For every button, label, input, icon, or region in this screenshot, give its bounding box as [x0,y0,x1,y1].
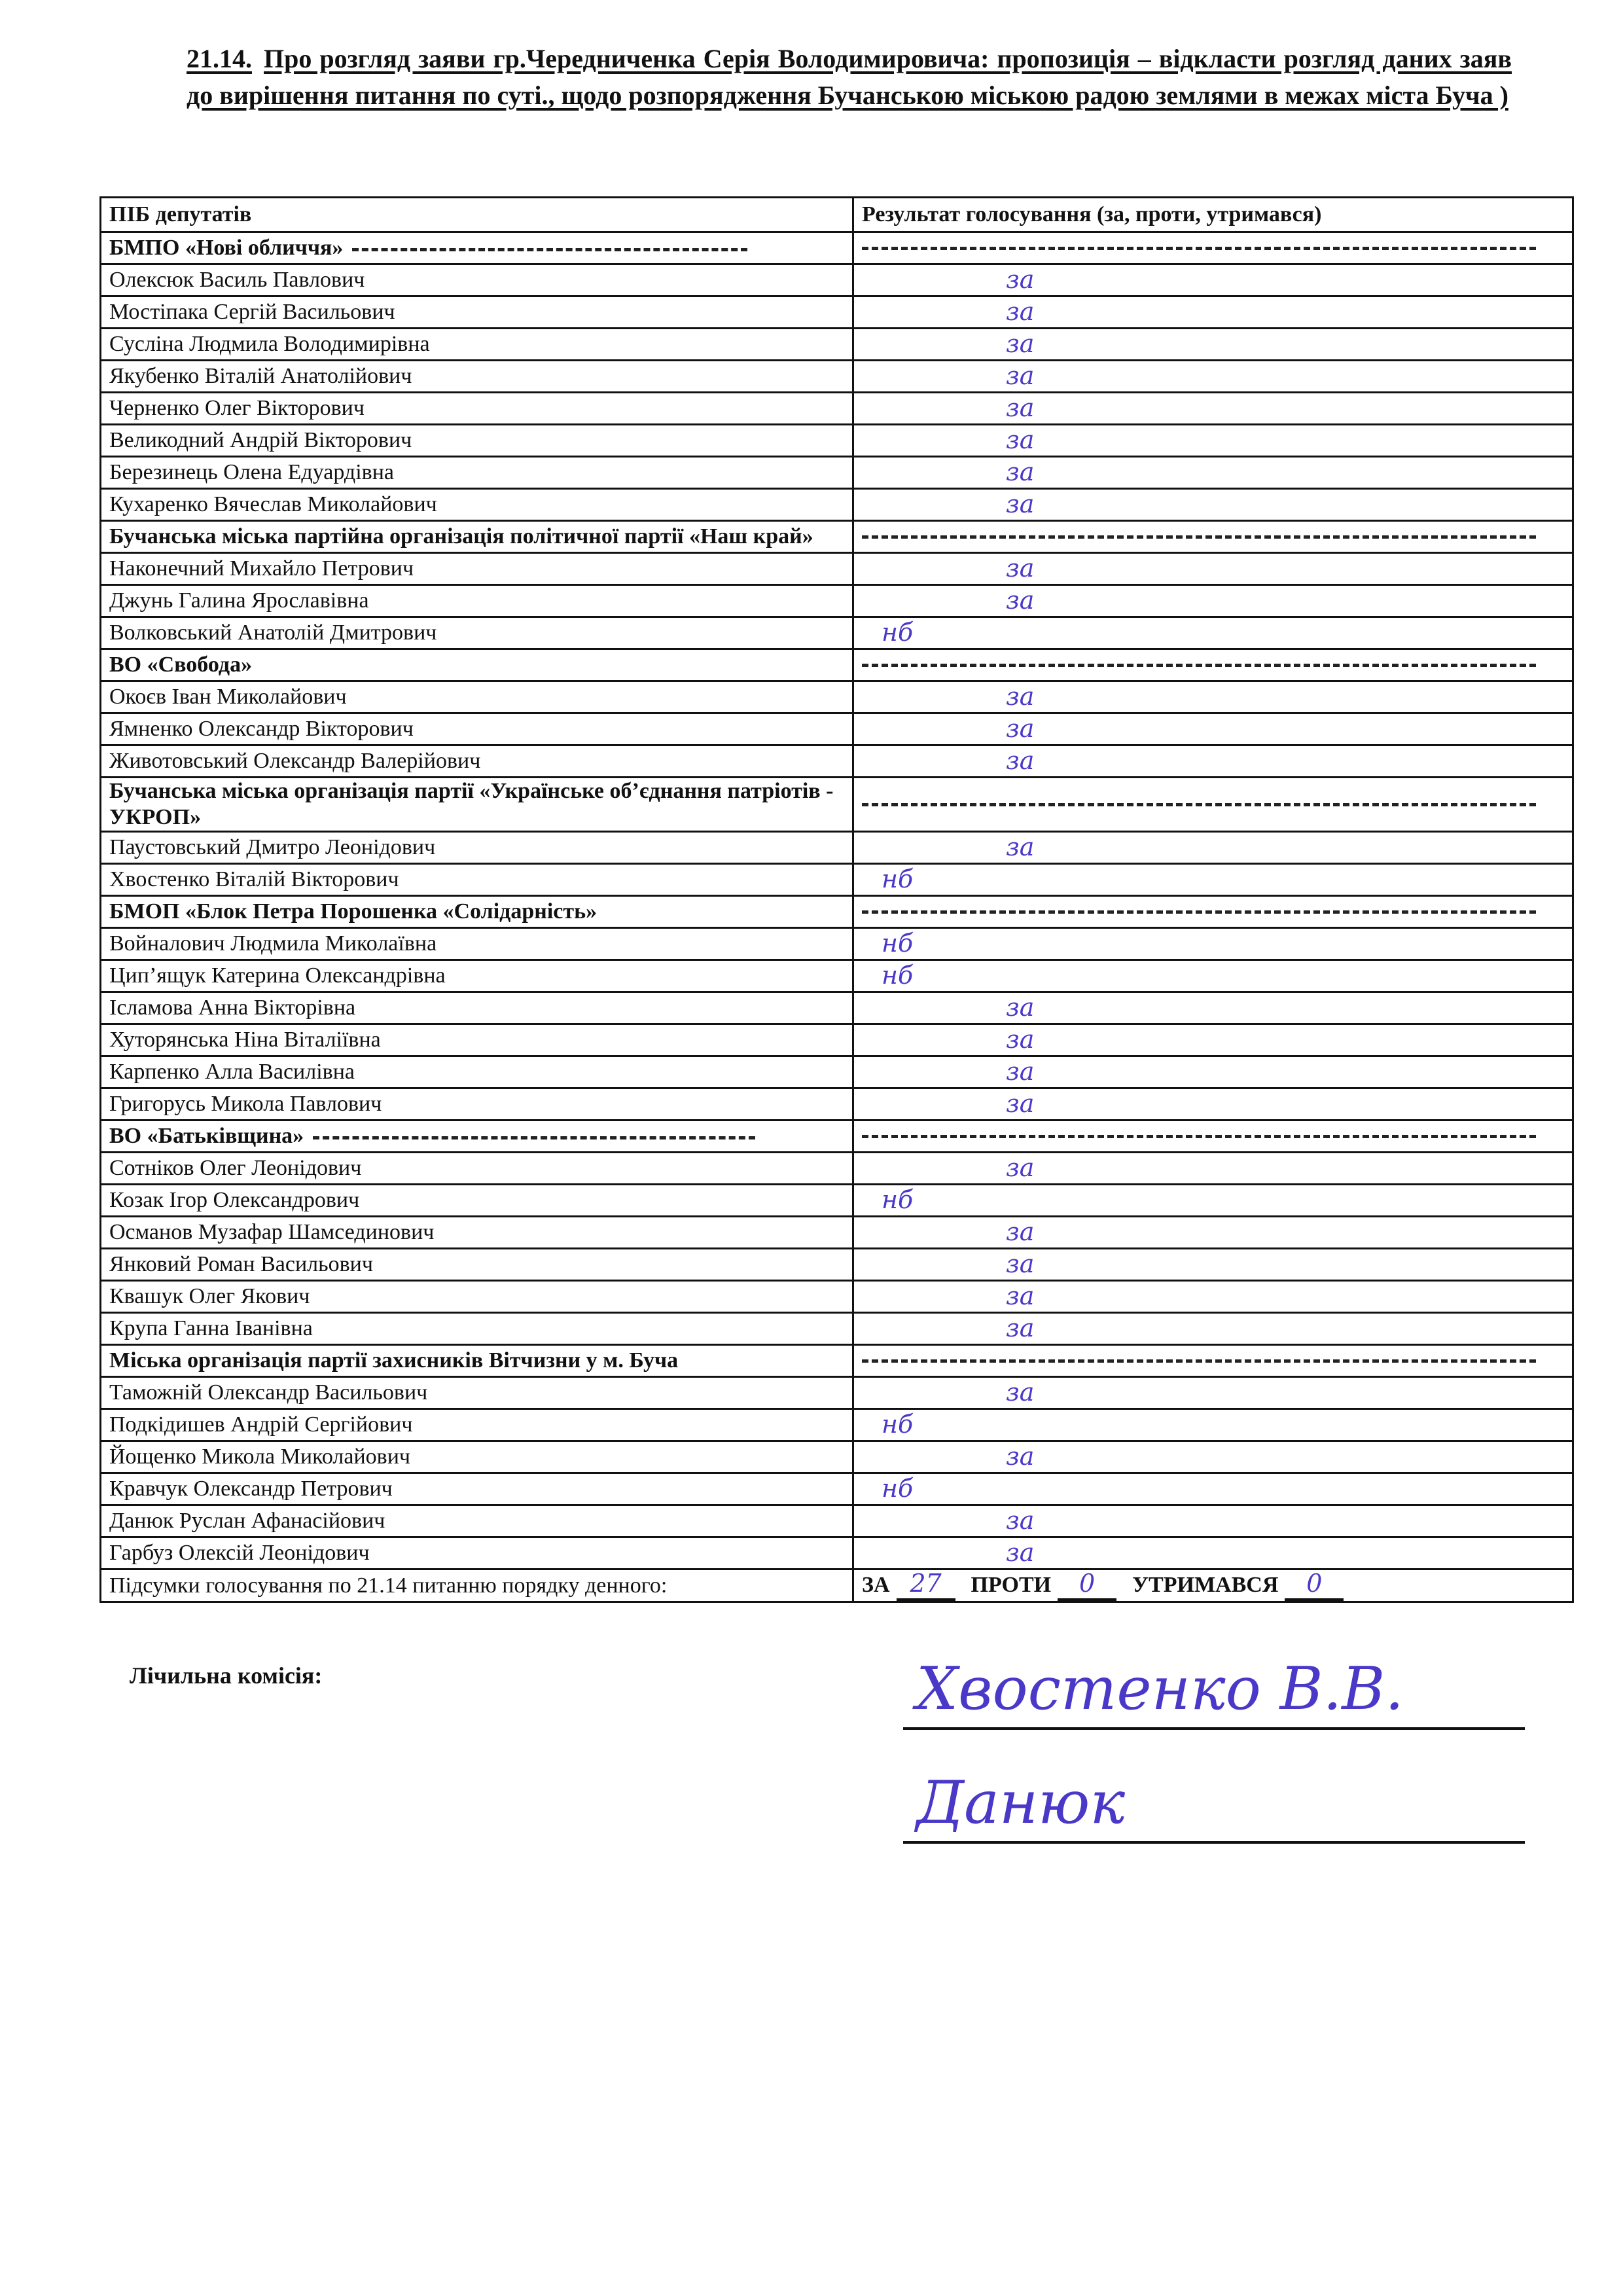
vote-slot [993,1090,1034,1119]
vote-for-mark: за [1006,745,1035,775]
summary-label: Підсумки голосування по 21.14 питанню порядку денного: [101,1570,853,1602]
deputy-vote-cell [853,553,1573,585]
absent-mark: нб [882,928,914,958]
deputy-row [101,745,1573,778]
deputy-row [101,1537,1573,1570]
vote-cell-content [862,490,1564,520]
summary-results [853,1570,1573,1602]
deputy-row [101,864,1573,896]
dash-line [352,248,747,251]
vote-slot [993,994,1034,1022]
deputy-row [101,928,1573,960]
agenda-item-title [187,41,1512,114]
deputy-vote-cell [853,960,1573,992]
deputy-row [101,1281,1573,1313]
deputy-row [101,1441,1573,1473]
vote-slot [993,1251,1034,1279]
deputy-name: Хуторянська Ніна Віталіївна [101,1024,853,1056]
party-row [101,649,1573,681]
vote-cell-content [862,1410,1564,1440]
deputy-row [101,992,1573,1024]
vote-slot [993,266,1034,295]
vote-slot [993,491,1034,519]
signature-1: Хвостенко В.В. [916,1655,1404,1723]
vote-slot [993,1058,1034,1086]
vote-for-mark: за [1006,1249,1035,1278]
party-result-placeholder [853,649,1573,681]
deputy-vote-cell [853,992,1573,1024]
deputy-name: Данюк Руслан Афанасійович [101,1505,853,1537]
deputy-name: Ісламова Анна Вікторівна [101,992,853,1024]
deputy-name: Наконечний Михайло Петрович [101,553,853,585]
absent-mark: нб [882,1473,914,1503]
vote-slot [993,555,1034,583]
deputy-vote-cell [853,393,1573,425]
vote-for-mark: за [1006,296,1035,326]
deputy-name: Березинець Олена Едуардівна [101,457,853,489]
vote-cell-content [862,682,1564,712]
deputy-row [101,296,1573,329]
vote-for-mark: за [1006,1313,1035,1342]
deputy-row [101,1377,1573,1409]
vote-cell-content [862,554,1564,584]
vote-slot [993,1155,1034,1183]
deputy-row [101,617,1573,649]
party-row [101,1345,1573,1377]
absent-mark: нб [882,1185,914,1214]
deputy-vote-cell [853,1249,1573,1281]
party-label: БМОП «Блок Петра Порошенка «Солідарність» [109,899,597,924]
deputy-name: Якубенко Віталій Анатолійович [101,361,853,393]
deputy-row [101,1153,1573,1185]
dash-line [862,1359,1536,1363]
deputy-name: Паустовський Дмитро Леонідович [101,832,853,864]
vote-for-mark: за [1006,992,1035,1022]
dash-line [862,1135,1536,1138]
vote-cell-content [862,1089,1564,1119]
party-result-placeholder [853,896,1573,928]
party-label: ВО «Батьківщина» [109,1124,304,1148]
deputy-vote-cell [853,1056,1573,1088]
deputy-name: Янковий Роман Васильович [101,1249,853,1281]
dash-line [862,247,1536,250]
deputy-name: Войналович Людмила Миколаївна [101,928,853,960]
dash-line [862,535,1536,539]
vote-for-mark: за [1006,1537,1035,1567]
vote-cell-content [862,297,1564,327]
deputy-vote-cell [853,1088,1573,1121]
deputy-name: Григорусь Микола Павлович [101,1088,853,1121]
deputy-name: Кухаренко Вячеслав Миколайович [101,489,853,521]
deputy-vote-cell [853,832,1573,864]
party-result-placeholder [853,232,1573,264]
voting-table [99,196,1574,1603]
deputy-name: Гарбуз Олексій Леонідович [101,1537,853,1570]
deputy-row [101,1473,1573,1505]
vote-slot [993,1507,1034,1535]
vote-cell-content [862,1442,1564,1472]
summary-abstain-label: УТРИМАВСЯ [1132,1573,1279,1597]
vote-slot [993,459,1034,487]
vote-for-mark: за [1006,425,1035,454]
vote-slot [993,747,1034,776]
party-result-placeholder [853,778,1573,832]
deputy-row [101,1088,1573,1121]
item-title-text: Про розгляд заяви гр.Чередниченка Серія Володимировича: пропозиція – відкласти розгляд даних заяв до вирішення питання по суті., щодо розпорядження Бучанською міською радою землями в межах міста Буча ) [187,44,1512,110]
deputy-vote-cell [853,745,1573,778]
summary-abstain-blank [1285,1570,1344,1601]
deputy-name: Йощенко Микола Миколайович [101,1441,853,1473]
vote-cell-content [862,265,1564,295]
vote-for-mark: за [1006,264,1035,294]
deputy-vote-cell [853,585,1573,617]
absence-slot [862,866,993,894]
party-name [101,521,853,553]
deputy-name: Сотніков Олег Леонідович [101,1153,853,1185]
deputy-vote-cell [853,1153,1573,1185]
vote-slot [993,683,1034,711]
deputy-name: Таможній Олександр Васильович [101,1377,853,1409]
vote-cell-content [862,1057,1564,1087]
absent-mark: нб [882,864,914,893]
party-label: Міська організація партії захисників Вітчизни у м. Буча [109,1348,679,1372]
vote-slot [993,1379,1034,1407]
deputy-name: Животовський Олександр Валерійович [101,745,853,778]
signature-line-1 [903,1629,1525,1730]
deputy-vote-cell [853,617,1573,649]
vote-slot [993,298,1034,327]
deputy-row [101,457,1573,489]
deputy-name: Олексюк Василь Павлович [101,264,853,296]
party-result-placeholder [853,521,1573,553]
vote-for-mark: за [1006,1377,1035,1407]
absent-mark: нб [882,1409,914,1439]
absent-mark: нб [882,617,914,647]
vote-for-mark: за [1006,1056,1035,1086]
deputy-vote-cell [853,1537,1573,1570]
deputy-row [101,393,1573,425]
summary-results-line [862,1570,1564,1601]
deputy-vote-cell [853,1024,1573,1056]
party-label: ВО «Свобода» [109,653,253,677]
vote-slot [993,363,1034,391]
deputy-vote-cell [853,264,1573,296]
vote-cell-content [862,1506,1564,1536]
deputy-vote-cell [853,296,1573,329]
deputy-name: Квашук Олег Якович [101,1281,853,1313]
deputy-vote-cell [853,489,1573,521]
party-result-placeholder [853,1121,1573,1153]
deputy-name: Крупа Ганна Іванівна [101,1313,853,1345]
deputy-name: Джунь Галина Ярославівна [101,585,853,617]
deputy-row [101,1505,1573,1537]
deputy-name: Окоєв Іван Миколайович [101,681,853,713]
party-result-placeholder [853,1345,1573,1377]
summary-against-label: ПРОТИ [971,1573,1052,1597]
deputy-name: Мостіпака Сергій Васильович [101,296,853,329]
deputy-row [101,329,1573,361]
summary-abstain-value: 0 [1306,1569,1323,1598]
vote-for-mark: за [1006,553,1035,583]
deputy-row [101,1249,1573,1281]
summary-for-label: ЗА [862,1573,890,1597]
vote-cell-content [862,714,1564,744]
deputy-vote-cell [853,864,1573,896]
vote-cell-content [862,1249,1564,1280]
vote-cell-content [862,1538,1564,1568]
counting-commission-label: Лічильна комісія: [130,1662,323,1689]
dash-line [862,803,1536,806]
deputy-name: Козак Ігор Олександрович [101,1185,853,1217]
deputy-row [101,1217,1573,1249]
deputy-row [101,832,1573,864]
deputy-name: Карпенко Алла Василівна [101,1056,853,1088]
deputy-row [101,1056,1573,1088]
deputy-row [101,489,1573,521]
vote-for-mark: за [1006,393,1035,422]
absence-slot [862,962,993,990]
vote-for-mark: за [1006,1505,1035,1535]
vote-slot [993,1443,1034,1471]
vote-for-mark: за [1006,681,1035,711]
deputy-vote-cell [853,1185,1573,1217]
vote-slot [993,834,1034,862]
deputy-name: Волковський Анатолій Дмитрович [101,617,853,649]
vote-cell-content [862,929,1564,959]
deputy-vote-cell [853,681,1573,713]
deputy-vote-cell [853,1441,1573,1473]
deputy-vote-cell [853,457,1573,489]
vote-cell-content [862,865,1564,895]
deputy-vote-cell [853,928,1573,960]
signature-block [903,1629,1525,1857]
party-label: БМПО «Нові обличчя» [109,236,344,260]
item-number: 21.14. [187,44,252,73]
signature-line-2 [903,1743,1525,1844]
summary-for-blank [897,1570,955,1601]
vote-for-mark: за [1006,457,1035,486]
vote-cell-content [862,618,1564,648]
deputy-name: Подкідишев Андрій Сергійович [101,1409,853,1441]
deputy-row [101,585,1573,617]
party-name [101,232,853,264]
deputy-vote-cell [853,1505,1573,1537]
party-row [101,1121,1573,1153]
summary-for-value: 27 [910,1569,942,1598]
vote-for-mark: за [1006,1088,1035,1118]
deputy-name: Кравчук Олександр Петрович [101,1473,853,1505]
deputy-name: Сусліна Людмила Володимирівна [101,329,853,361]
vote-slot [993,331,1034,359]
vote-cell-content [862,961,1564,991]
vote-slot [993,1219,1034,1247]
deputy-vote-cell [853,361,1573,393]
absence-slot [862,619,993,647]
vote-cell-content [862,1282,1564,1312]
absence-slot [862,1187,993,1215]
deputy-row [101,681,1573,713]
party-row [101,232,1573,264]
deputy-row [101,960,1573,992]
party-name [101,778,853,832]
deputy-row [101,361,1573,393]
summary-against-blank [1058,1570,1116,1601]
vote-for-mark: за [1006,329,1035,358]
absence-slot [862,930,993,958]
table-header-row [101,198,1573,232]
vote-slot [993,715,1034,744]
party-name [101,896,853,928]
vote-cell-content [862,833,1564,863]
deputy-row [101,1409,1573,1441]
vote-for-mark: за [1006,713,1035,743]
deputy-row [101,1185,1573,1217]
vote-cell-content [862,361,1564,391]
deputy-name: Великодний Андрій Вікторович [101,425,853,457]
vote-slot [993,1283,1034,1311]
vote-cell-content [862,425,1564,456]
deputy-vote-cell [853,425,1573,457]
header-name-column: ПІБ депутатів [101,198,853,232]
deputy-vote-cell [853,713,1573,745]
vote-cell-content [862,1474,1564,1504]
vote-cell-content [862,993,1564,1023]
vote-slot [993,587,1034,615]
deputy-vote-cell [853,1473,1573,1505]
party-row [101,778,1573,832]
vote-slot [993,1539,1034,1568]
dash-line [862,664,1536,667]
deputy-vote-cell [853,1313,1573,1345]
vote-cell-content [862,329,1564,359]
deputy-vote-cell [853,1217,1573,1249]
vote-cell-content [862,1378,1564,1408]
vote-for-mark: за [1006,361,1035,390]
deputy-row [101,1024,1573,1056]
deputy-row [101,553,1573,585]
deputy-vote-cell [853,1409,1573,1441]
vote-for-mark: за [1006,1281,1035,1310]
party-row [101,521,1573,553]
party-name [101,649,853,681]
dash-line [313,1136,755,1139]
summary-row [101,1570,1573,1602]
vote-cell-content [862,746,1564,776]
deputy-name: Османов Музафар Шамсединович [101,1217,853,1249]
vote-cell-content [862,1217,1564,1247]
signature-2: Данюк [916,1768,1126,1837]
deputy-vote-cell [853,1281,1573,1313]
party-name [101,1345,853,1377]
summary-against-value: 0 [1079,1569,1096,1598]
dash-line [862,910,1536,914]
vote-cell-content [862,1153,1564,1183]
vote-slot [993,1315,1034,1343]
header-result-column: Результат голосування (за, проти, утримався) [853,198,1573,232]
deputy-row [101,713,1573,745]
deputy-row [101,264,1573,296]
vote-cell-content [862,586,1564,616]
deputy-vote-cell [853,1377,1573,1409]
party-row [101,896,1573,928]
absence-slot [862,1475,993,1503]
absent-mark: нб [882,960,914,990]
deputy-name: Черненко Олег Вікторович [101,393,853,425]
absence-slot [862,1411,993,1439]
vote-cell-content [862,1185,1564,1215]
vote-slot [993,427,1034,455]
vote-for-mark: за [1006,1441,1035,1471]
vote-cell-content [862,1025,1564,1055]
deputy-row [101,425,1573,457]
vote-slot [993,395,1034,423]
deputy-name: Цип’ящук Катерина Олександрівна [101,960,853,992]
deputy-name: Хвостенко Віталій Вікторович [101,864,853,896]
vote-cell-content [862,1314,1564,1344]
party-label: Бучанська міська партійна організація політичної партії «Наш край» [109,524,813,548]
deputy-row [101,1313,1573,1345]
vote-for-mark: за [1006,1153,1035,1182]
vote-for-mark: за [1006,1217,1035,1246]
vote-cell-content [862,457,1564,488]
vote-for-mark: за [1006,832,1035,861]
vote-slot [993,1026,1034,1054]
party-name [101,1121,853,1153]
deputy-vote-cell [853,329,1573,361]
vote-cell-content [862,393,1564,423]
vote-for-mark: за [1006,489,1035,518]
vote-for-mark: за [1006,1024,1035,1054]
vote-for-mark: за [1006,585,1035,615]
deputy-name: Ямненко Олександр Вікторович [101,713,853,745]
party-label: Бучанська міська організація партії «Українське об’єднання патріотів - УКРОП» [109,779,834,829]
